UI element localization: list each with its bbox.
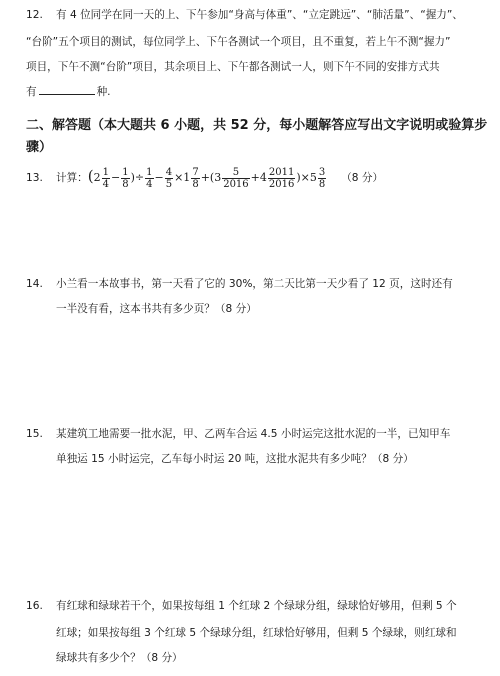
q12-text-3: 项目，下午不测“台阶”项目，其余项目上、下午都各测试一人，则下午不同的安排方式共 — [26, 61, 440, 73]
q12-text-1: 有 4 位同学在同一天的上、下午参加“身高与体重”、“立定跳远”、“肺活量”、“握力”、 — [56, 9, 463, 21]
q13-line — [26, 162, 383, 192]
q16-line-3 — [56, 651, 183, 665]
q13-minus-2: − — [154, 171, 164, 184]
q12-line-1 — [26, 8, 463, 22]
q13-fraction-7: $\frac{2011}{2016}$ — [268, 166, 295, 190]
q14-text-1: 小兰看一本故事书，第一天看了它的 30%，第二天比第一天少看了 12 页，这时还有 — [56, 278, 453, 290]
q12-line-4 — [26, 84, 111, 99]
q12-line-2 — [26, 35, 451, 49]
q13-fraction-4: $\frac{4}{5}$ — [165, 166, 173, 190]
q13-fraction-6: $\frac{5}{2016}$ — [223, 166, 249, 190]
q13-fraction-2: $\frac{1}{8}$ — [122, 166, 129, 190]
q13-minus-1: − — [111, 171, 121, 184]
q13-plus-1: +(3 — [200, 171, 222, 184]
q12-line-3 — [26, 60, 440, 74]
q13-times-1: ×1 — [174, 171, 191, 184]
q16-text-1: 有红球和绿球若干个，如果按每组 1 个红球 2 个绿球分组，绿球恰好够用，但剩 5 个 — [56, 600, 457, 612]
q13-fraction-3: $\frac{1}{4}$ — [146, 166, 153, 190]
q14-line-1 — [26, 277, 453, 291]
q12-answer-blank[interactable] — [39, 84, 95, 95]
q16-text-3: 绿球共有多少个？（8 分） — [56, 652, 183, 664]
q13-whole-a: 2 — [93, 171, 101, 184]
q15-line-2 — [56, 452, 414, 466]
q16-line-1 — [26, 599, 457, 613]
q14-line-2 — [56, 302, 257, 316]
q13-open-paren: ( — [87, 167, 94, 185]
q13-times-2: )×5 — [296, 171, 317, 184]
q13-score: （8 分） — [341, 172, 384, 184]
q13-fraction-5: $\frac{7}{8}$ — [192, 166, 199, 190]
q12-number: 12. — [26, 9, 43, 21]
q12-text-4-prefix: 有 — [26, 86, 37, 98]
q13-plus-2: +4 — [250, 171, 267, 184]
q16-text-2: 红球；如果按每组 3 个红球 5 个绿球分组，红球恰好够用，但剩 5 个绿球，则红球和 — [56, 627, 457, 639]
q13-fraction-1: $\frac{1}{4}$ — [102, 166, 110, 190]
q13-label: 计算： — [56, 172, 88, 184]
q16-line-2 — [56, 626, 457, 640]
q15-line-1 — [26, 427, 450, 441]
q13-fraction-8: $\frac{3}{8}$ — [318, 166, 326, 190]
q13-close-divide: )÷ — [130, 171, 145, 184]
q12-text-2: “台阶”五个项目的测试，每位同学上、下午各测试一个项目，且不重复，若上午不测“握力” — [26, 36, 451, 48]
q14-number: 14. — [26, 278, 43, 290]
q16-number: 16. — [26, 600, 43, 612]
q15-text-1: 某建筑工地需要一批水泥，甲、乙两车合运 4.5 小时运完这批水泥的一半，已知甲车 — [56, 428, 451, 440]
section2-heading-line-2: 骤） — [26, 140, 53, 155]
q13-number: 13. — [26, 172, 43, 184]
q12-text-4-suffix: 种. — [96, 86, 111, 98]
q15-text-2: 单独运 15 小时运完，乙车每小时运 20 吨，这批水泥共有多少吨？（8 分） — [56, 453, 414, 465]
section2-heading-line-1: 二、解答题（本大题共 6 小题，共 52 分，每小题解答应写出文字说明或验算步 — [26, 118, 488, 133]
q15-number: 15. — [26, 428, 43, 440]
q14-text-2: 一半没有看，这本书共有多少页？（8 分） — [56, 303, 257, 315]
